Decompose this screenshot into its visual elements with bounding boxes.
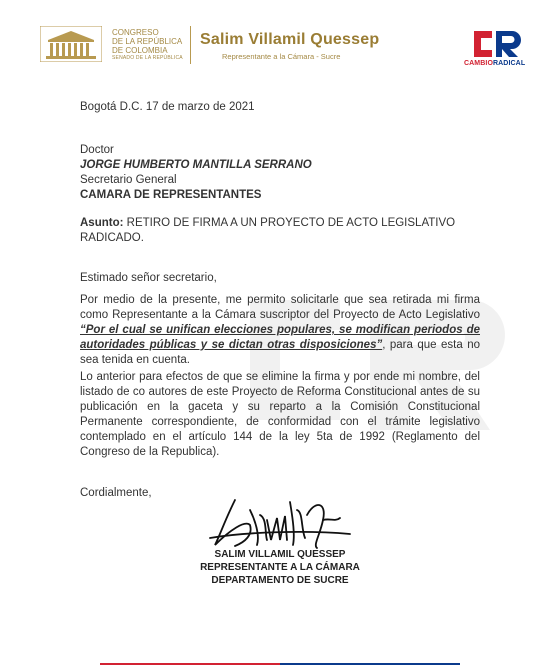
subject-label: Asunto: — [80, 217, 124, 229]
handwritten-signature — [205, 490, 355, 552]
recipient-name: JORGE HUMBERTO MANTILLA SERRANO — [80, 159, 312, 171]
p1-project-title: “Por el cual se unifican elecciones populares, se modifican periodos de autoridades públicas y se dictan otras disposiciones” — [80, 324, 480, 351]
congress-name — [112, 28, 192, 62]
footer-blue-bar — [280, 663, 460, 665]
congress-line-3: DE COLOMBIA — [112, 46, 168, 55]
signer-role: REPRESENTANTE A LA CÁMARA — [200, 562, 360, 573]
greeting: Estimado señor secretario, — [80, 272, 217, 284]
letterhead — [40, 22, 526, 68]
footer-red-bar — [100, 663, 280, 665]
subject-text: RETIRO DE FIRMA A UN PROYECTO DE ACTO LEGISLATIVO RADICADO. — [80, 217, 456, 244]
recipient-role: Secretario General — [80, 174, 177, 186]
p1-after: , para que esta no sea tenida en cuenta. — [80, 339, 480, 366]
congress-small: SENADO DE LA REPÚBLICA — [112, 55, 183, 61]
recipient-title: Doctor — [80, 144, 114, 156]
party-name-a: CAMBIO — [464, 60, 493, 67]
letter-date: Bogotá D.C. 17 de marzo de 2021 — [80, 101, 255, 113]
party-name-b: RADICAL — [493, 60, 526, 67]
paragraph-1 — [80, 293, 480, 368]
representative-subtitle: Representante a la Cámara - Sucre — [222, 52, 341, 61]
subject — [80, 216, 460, 246]
recipient-block — [80, 143, 312, 203]
signature-block — [180, 548, 380, 587]
footer-line — [100, 663, 460, 665]
closing: Cordialmente, — [80, 487, 152, 499]
p1-before: Por medio de la presente, me permito solicitarle que sea retirada mi firma como Representante a la Cámara suscriptor del Proyecto de Acto Legislativo — [80, 294, 480, 321]
signer-name: SALIM VILLAMIL QUESSEP — [214, 549, 346, 560]
congress-line-2: DE LA REPÚBLICA — [112, 37, 183, 46]
paragraph-2: Lo anterior para efectos de que se elimine la firma y por ende mi nombre, del listado de co autores de este Proyecto de Reforma Constitucional antes de su publicación en la gaceta y su reparto a la Comisión Constitucional Permanente correspondiente, de conformidad con el trámite legislativo contemplado en el artículo 144 de la ley 5ta de 1992 (Reglamento del Congreso de la Republica). — [80, 371, 480, 458]
signer-department: DEPARTAMENTO DE SUCRE — [211, 575, 349, 586]
congress-building-icon — [40, 26, 102, 62]
congress-line-1: CONGRESO — [112, 28, 159, 37]
header-divider — [190, 26, 191, 64]
recipient-org: CAMARA DE REPRESENTANTES — [80, 189, 262, 201]
party-name — [464, 60, 525, 67]
representative-name: Salim Villamil Quessep — [200, 31, 380, 48]
